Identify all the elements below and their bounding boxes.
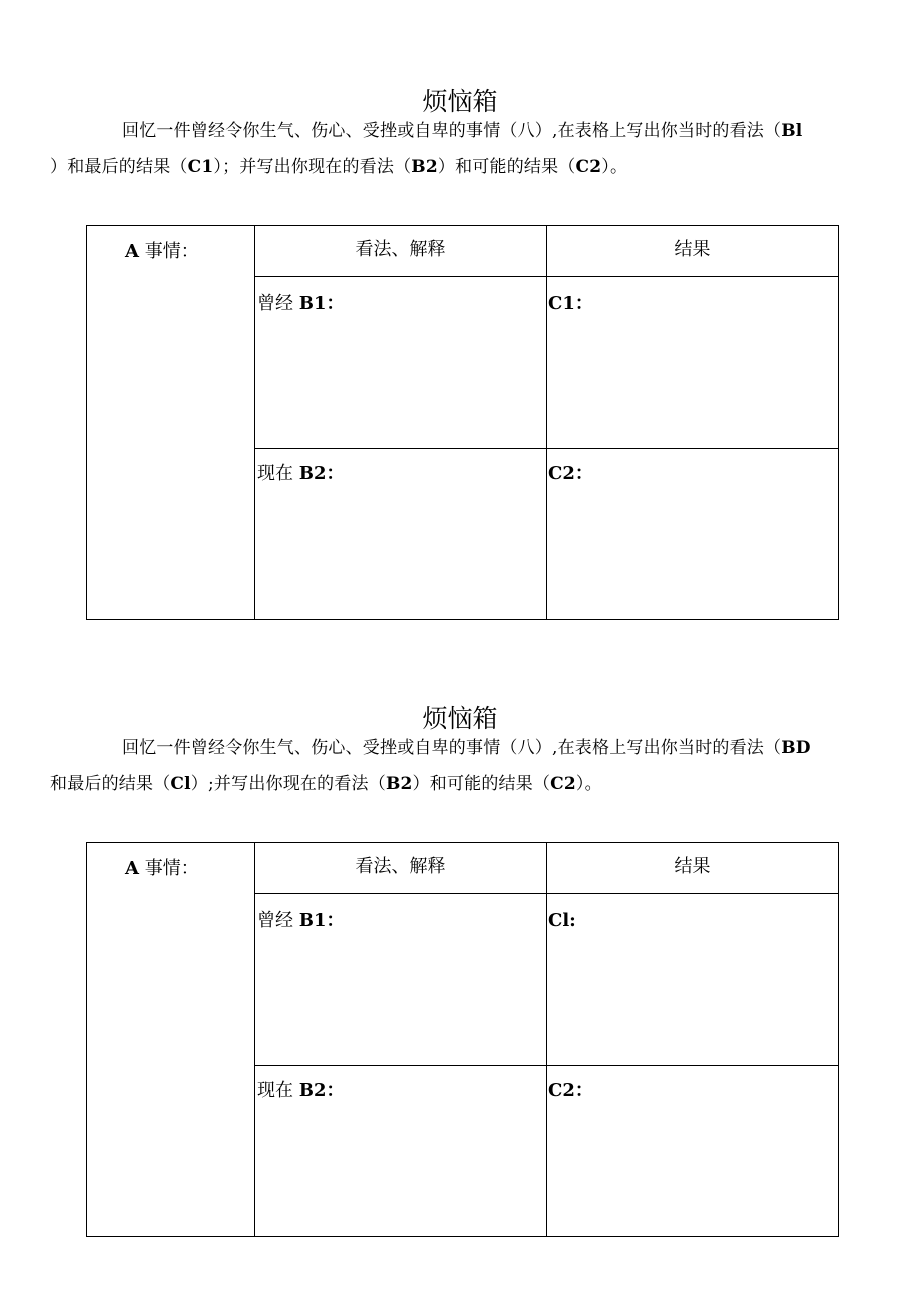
header-view: 看法、解释 [355, 856, 446, 877]
event-cell-label[interactable]: A 事情： [125, 858, 199, 879]
header-result: 结果 [674, 856, 711, 877]
table-divider [254, 276, 838, 277]
table-divider [254, 448, 838, 449]
section-title: 烦恼箱 [422, 87, 498, 116]
worry-table [86, 842, 839, 1237]
now-view-cell[interactable]: 现在 B2： [257, 1080, 345, 1101]
header-result: 结果 [674, 239, 711, 260]
table-divider [254, 1065, 838, 1066]
worry-box-section-2 [0, 704, 920, 1239]
instructions-paragraph: 回忆一件曾经令你生气、伤心、受挫或自卑的事情（八）,在表格上写出你当时的看法（Bl ）和最后的结果（C1）；并写出你现在的看法（B2）和可能的结果（C2）。 [50, 121, 803, 177]
past-result-cell[interactable]: C1： [548, 293, 593, 314]
worry-box-section-1 [0, 87, 920, 622]
event-cell-label[interactable]: A 事情： [125, 241, 199, 262]
section-title: 烦恼箱 [422, 704, 498, 733]
past-result-cell[interactable]: Cl: [548, 910, 576, 931]
now-result-cell[interactable]: C2： [548, 463, 593, 484]
worry-table [86, 225, 839, 620]
past-view-cell[interactable]: 曾经 B1： [257, 293, 345, 314]
header-view: 看法、解释 [355, 239, 446, 260]
now-result-cell[interactable]: C2： [548, 1080, 593, 1101]
table-divider [546, 226, 547, 619]
table-divider [254, 843, 255, 1236]
now-view-cell[interactable]: 现在 B2： [257, 463, 345, 484]
table-divider [546, 843, 547, 1236]
table-divider [254, 226, 255, 619]
past-view-cell[interactable]: 曾经 B1： [257, 910, 345, 931]
instructions-paragraph: 回忆一件曾经令你生气、伤心、受挫或自卑的事情（八）,在表格上写出你当时的看法（BD 和最后的结果（Cl）;并写出你现在的看法（B2）和可能的结果（C2）。 [50, 738, 811, 794]
table-divider [254, 893, 838, 894]
